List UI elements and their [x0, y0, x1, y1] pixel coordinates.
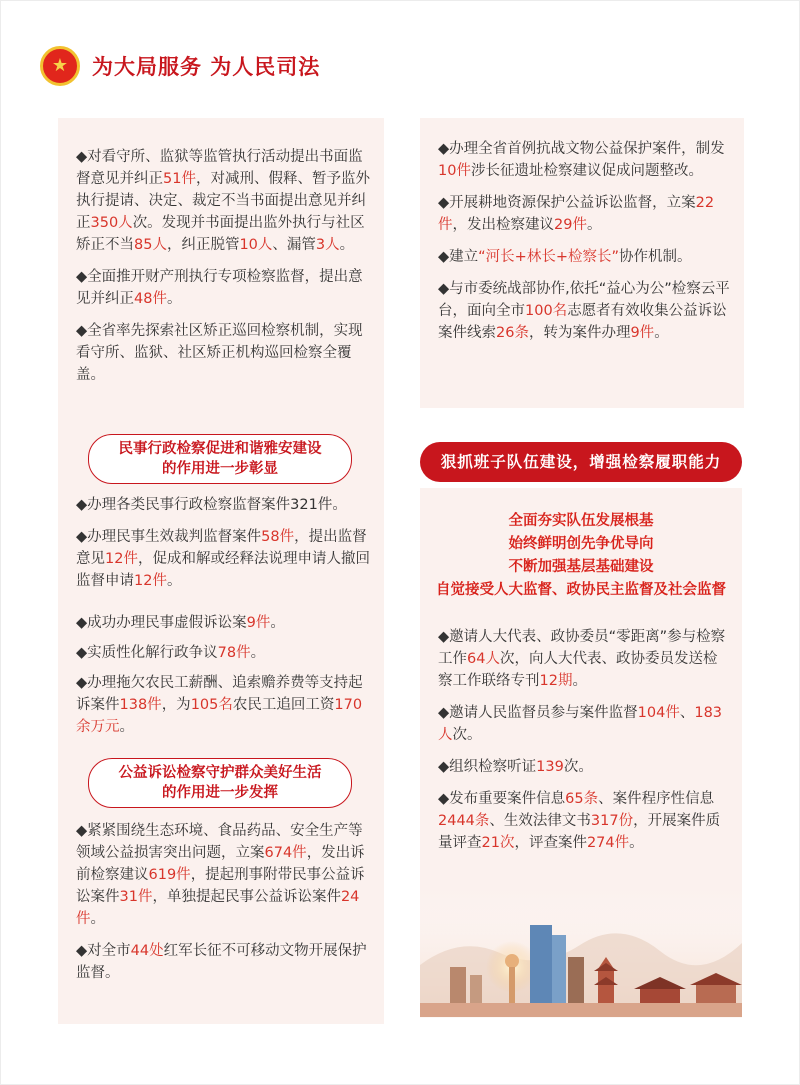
highlight-number: 78件 — [217, 645, 251, 661]
list-item — [438, 192, 730, 236]
item-text: ◆与市委统战部协作,依托“益心为公”检察云平台，面向全市 — [438, 281, 730, 319]
list-item — [76, 820, 370, 930]
highlight-number: 10件 — [438, 163, 471, 179]
left-section-1 — [76, 146, 370, 386]
item-text: ◆办理全省首例抗战文物公益保护案件，制发 — [438, 141, 725, 157]
item-text: 。 — [339, 237, 355, 253]
item-text: ◆开展耕地资源保护公益诉讼监督，立案 — [438, 195, 696, 211]
list-item — [76, 672, 370, 738]
item-text: 涉长征遗址检察建议促成问题整改。 — [470, 163, 703, 179]
list-item — [76, 494, 370, 516]
item-text: 次。 — [452, 727, 482, 743]
section-banner-team-building: 狠抓班子队伍建设，增强检察履职能力 — [420, 442, 742, 482]
national-emblem-icon: ★ — [40, 46, 80, 86]
highlight-number: 44处 — [130, 943, 164, 959]
item-text: ◆办理各类民事行政检察监督案件321件。 — [76, 497, 347, 513]
slogan-line: 全面夯实队伍发展根基 — [508, 513, 654, 529]
right-section-1 — [438, 138, 730, 344]
section-heading-line: 的作用进一步彰显 — [162, 461, 278, 477]
item-text: 、 — [679, 705, 695, 721]
list-item — [438, 246, 730, 268]
highlight-number: 3人 — [315, 237, 340, 253]
item-text: 农民工追回工资 — [232, 697, 335, 713]
list-item — [76, 526, 370, 592]
item-text: 志愿者有效收集公益诉讼案件线索 — [438, 303, 727, 341]
list-item — [76, 612, 370, 634]
item-text: ，对减刑、假释、暂予监外执行提请、决定、裁定不当书面提出意见并纠正 — [76, 171, 370, 231]
list-item — [438, 626, 730, 692]
item-text: ◆邀请人大代表、政协委员“零距离”参与检察工作 — [438, 629, 726, 667]
list-item — [76, 146, 370, 256]
item-text: ◆邀请人民监督员参与案件监督 — [438, 705, 638, 721]
highlight-number: 183人 — [438, 705, 723, 743]
item-text: 次。发现并书面提出监外执行与社区矫正不当 — [76, 215, 365, 253]
item-text: 。 — [654, 325, 669, 341]
city-skyline-illustration — [420, 905, 742, 1017]
item-text: ◆对全市 — [76, 943, 131, 959]
highlight-number: 9件 — [246, 615, 271, 631]
item-text: ，发出检察建议 — [452, 217, 554, 233]
item-text: ◆建立 — [438, 249, 479, 265]
highlight-number: 22件 — [438, 195, 715, 233]
item-text: ，开展案件质量评查 — [438, 813, 721, 851]
highlight-number: 170余万元 — [76, 697, 363, 735]
item-text: ◆成功办理民事虚假诉讼案 — [76, 615, 247, 631]
highlight-number: 10人 — [239, 237, 273, 253]
highlight-number: 51件 — [163, 171, 196, 187]
item-text: ，为 — [161, 697, 191, 713]
item-text: 。 — [166, 291, 182, 307]
item-text: ◆发布重要案件信息 — [438, 791, 566, 807]
item-text: 、漏管 — [272, 237, 316, 253]
item-text: ◆全面推开财产刑执行专项检察监督，提出意见并纠正 — [76, 269, 363, 307]
highlight-number: 12件 — [134, 573, 167, 589]
item-text: ◆全省率先探索社区矫正巡回检察机制，实现看守所、监狱、社区矫正机构巡回检察全覆盖。 — [76, 323, 363, 383]
highlight-number: 350人 — [90, 215, 133, 231]
item-text: ◆实质性化解行政争议 — [76, 645, 218, 661]
page-title: 为大局服务 为人民司法 — [92, 55, 321, 79]
highlight-number: 24件 — [76, 889, 360, 927]
highlight-number: 2444条 — [438, 813, 490, 829]
highlight-number: 12期 — [539, 673, 573, 689]
item-text: 。 — [119, 719, 134, 735]
highlight-number: 29件 — [554, 217, 587, 233]
item-text: ，提出监督意见 — [76, 529, 367, 567]
highlight-number: 48件 — [134, 291, 167, 307]
item-text: ，提起刑事附带民事公益诉讼案件 — [76, 867, 365, 905]
highlight-number: 317份 — [590, 813, 634, 829]
left-section-3 — [76, 820, 370, 984]
highlight-number: 105名 — [190, 697, 233, 713]
highlight-number: 21次 — [481, 835, 515, 851]
item-text: 。 — [572, 673, 587, 689]
highlight-number: 274件 — [586, 835, 630, 851]
item-text: 。 — [629, 835, 644, 851]
item-text: ，促成和解或经释法说理申请人撤回监督申请 — [76, 551, 370, 589]
item-text: 红军长征不可移动文物开展保护监督。 — [76, 943, 367, 981]
highlight-number: 31件 — [119, 889, 153, 905]
highlight-number: “河长+林长+检察长” — [478, 249, 619, 265]
item-text: ，发出诉前检察建议 — [76, 845, 365, 883]
team-building-slogans — [420, 510, 742, 602]
list-item — [438, 138, 730, 182]
page-header — [40, 44, 320, 88]
highlight-number: 674件 — [264, 845, 307, 861]
item-text: 。 — [90, 911, 105, 927]
item-text: 、案件程序性信息 — [598, 791, 715, 807]
highlight-number: 12件 — [105, 551, 138, 567]
item-text: 。 — [250, 645, 266, 661]
highlight-number: 619件 — [148, 867, 191, 883]
highlight-number: 9件 — [630, 325, 655, 341]
item-text: 。 — [586, 217, 602, 233]
item-text: ，转为案件办理 — [528, 325, 631, 341]
list-item — [76, 940, 370, 984]
highlight-number: 138件 — [119, 697, 162, 713]
highlight-number: 104件 — [637, 705, 680, 721]
list-item — [438, 278, 730, 344]
highlight-number: 26条 — [496, 325, 529, 341]
item-text: ◆办理民事生效裁判监督案件 — [76, 529, 262, 545]
left-section-2 — [76, 494, 370, 738]
item-text: 次。 — [563, 759, 593, 775]
item-text: 、生效法律文书 — [489, 813, 591, 829]
section-heading-public-interest — [88, 758, 352, 808]
item-text: ◆组织检察听证 — [438, 759, 537, 775]
highlight-number: 58件 — [261, 529, 295, 545]
item-text: ◆对看守所、监狱等监管执行活动提出书面监督意见并纠正 — [76, 149, 363, 187]
highlight-number: 139 — [536, 759, 564, 775]
section-heading-line: 的作用进一步发挥 — [162, 785, 278, 801]
section-heading-line: 公益诉讼检察守护群众美好生活 — [118, 765, 322, 781]
item-text: 次，向人大代表、政协委员发送检察工作联络专刊 — [438, 651, 718, 689]
right-section-2 — [438, 626, 730, 854]
item-text: 。 — [166, 573, 182, 589]
item-text: ◆紧紧围绕生态环境、食品药品、安全生产等领域公益损害突出问题，立案 — [76, 823, 363, 861]
list-item — [438, 788, 730, 854]
slogan-line: 自觉接受人大监督、政协民主监督及社会监督 — [436, 582, 726, 598]
list-item — [438, 756, 730, 778]
list-item — [438, 702, 730, 746]
item-text: ，单独提起民事公益诉讼案件 — [152, 889, 341, 905]
item-text: 协作机制。 — [618, 249, 692, 265]
slogan-line: 始终鲜明创先争优导向 — [508, 536, 654, 552]
list-item — [76, 266, 370, 310]
highlight-number: 65条 — [565, 791, 599, 807]
item-text: 。 — [270, 615, 285, 631]
section-heading-civil — [88, 434, 352, 484]
list-item — [76, 320, 370, 386]
highlight-number: 85人 — [134, 237, 167, 253]
highlight-number: 100名 — [525, 303, 568, 319]
section-heading-line: 民事行政检察促进和谐雅安建设 — [118, 441, 322, 457]
item-text: ，纠正脱管 — [166, 237, 240, 253]
highlight-number: 64人 — [467, 651, 500, 667]
list-item — [76, 642, 370, 664]
slogan-line: 不断加强基层基础建设 — [508, 559, 654, 575]
item-text: ◆办理拖欠农民工薪酬、追索赡养费等支持起诉案件 — [76, 675, 363, 713]
item-text: ，评查案件 — [514, 835, 587, 851]
